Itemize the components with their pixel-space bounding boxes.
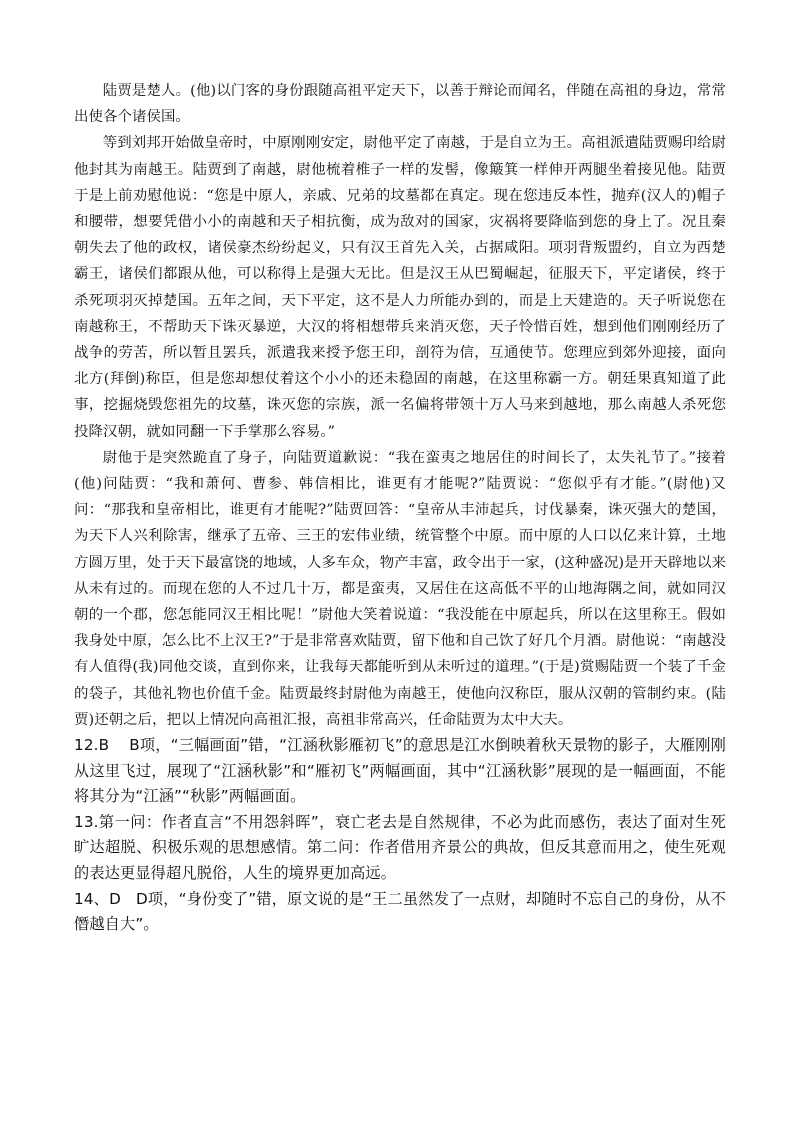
answer-14 [74,887,726,938]
answer-12-text: B项，“三幅画面”错，“江涵秋影雁初飞”的意思是江水倒映着秋天景物的影子，大雁刚刚从这里飞过，展现了“江涵秋影”和“雁初飞”两幅画面，其中“江涵秋影”展现的是一幅画面，不能将其分为“江涵”“秋影”两幅画面。 [74,736,726,806]
answer-13-text: 第一问：作者直言“不用怨斜晖”，衰亡老去是自然规律，不必为此而感伤，表达了面对生死旷达超脱、积极乐观的思想感情。第二问：作者借用齐景公的典故，但反其意而用之，使生死观的表达更显得超凡脱俗，人生的境界更加高远。 [74,812,726,883]
translation-paragraph-1: 陆贾是楚人。(他)以门客的身份跟随高祖平定天下，以善于辩论而闻名，伴随在高祖的身边，常常出使各个诸侯国。 [74,83,726,126]
answer-13 [74,810,726,887]
answer-section [74,733,726,938]
answer-13-number: 13. [74,812,99,831]
answer-14-text: D项，“身份变了”错，原文说的是“王二虽然发了一点财，却随时不忘自己的身份，从不僭越自大”。 [74,889,727,934]
translation-paragraph-2: 等到刘邦开始做皇帝时，中原刚刚安定，尉他平定了南越，于是自立为王。高祖派遣陆贾赐印给尉他封其为南越王。陆贾到了南越，尉他梳着椎子一样的发髻，像簸箕一样伸开两腿坐着接见他。陆贾于是上前劝慰他说：“您是中原人，亲戚、兄弟的坟墓都在真定。现在您违反本性，抛弃(汉人的)帽子和腰带，想要凭借小小的南越和天子相抗衡，成为敌对的国家，灾祸将要降临到您的身上了。况且秦朝失去了他的政权，诸侯豪杰纷纷起义，只有汉王首先入关，占据咸阳。项羽背叛盟约，自立为西楚霸王，诸侯们都跟从他，可以称得上是强大无比。但是汉王从巴蜀崛起，征服天下，平定诸侯，终于杀死项羽灭掉楚国。五年之间，天下平定，这不是人力所能办到的，而是上天建造的。天子听说您在南越称王，不帮助天下诛灭暴逆，大汉的将相想带兵来消灭您，天子怜惜百姓，想到他们刚刚经历了战争的劳苦，所以暂且罢兵，派遣我来授予您王印，剖符为信，互通使节。您理应到郊外迎接，面向北方(拜倒)称臣，但是您却想仗着这个小小的还未稳固的南越，在这里称霸一方。朝廷果真知道了此事，挖掘烧毁您祖先的坟墓，诛灭您的宗族，派一名偏将带领十万人马来到越地，那么南越人杀死您投降汉朝，就如同翻一下手掌那么容易。” [74,135,726,440]
answer-12 [74,733,726,810]
answer-12-number: 12.B [74,736,110,755]
translation-section [74,78,726,733]
answer-14-number: 14、D [74,889,121,908]
translation-paragraph-3: 尉他于是突然跪直了身子，向陆贾道歉说：“我在蛮夷之地居住的时间长了，太失礼节了。”接着(他)问陆贾：“我和萧何、曹参、韩信相比，谁更有才能呢?”陆贾说：“您似乎有才能。”(尉他)又问：“那我和皇帝相比，谁更有才能呢?”陆贾回答：“皇帝从丰沛起兵，讨伐暴秦，诛灭强大的楚国，为天下人兴利除害，继承了五帝、三王的宏伟业绩，统管整个中原。而中原的人口以亿来计算，土地方圆万里，处于天下最富饶的地域，人多车众，物产丰富，政令出于一家，(这种盛况)是开天辟地以来从未有过的。而现在您的人不过几十万，都是蛮夷，又居住在这高低不平的山地海隅之间，就如同汉朝的一个郡，您怎能同汉王相比呢！”尉他大笑着说道：“我没能在中原起兵，所以在这里称王。假如我身处中原，怎么比不上汉王?”于是非常喜欢陆贾，留下他和自己饮了好几个月酒。尉他说：“南越没有人值得(我)同他交谈，直到你来，让我每天都能听到从未听过的道理。”(于是)赏赐陆贾一个装了千金的袋子，其他礼物也价值千金。陆贾最终封尉他为南越王，使他向汉称臣，服从汉朝的管制约束。(陆贾)还朝之后，把以上情况向高祖汇报，高祖非常高兴，任命陆贾为太中大夫。 [74,449,726,728]
document-page [74,78,726,938]
